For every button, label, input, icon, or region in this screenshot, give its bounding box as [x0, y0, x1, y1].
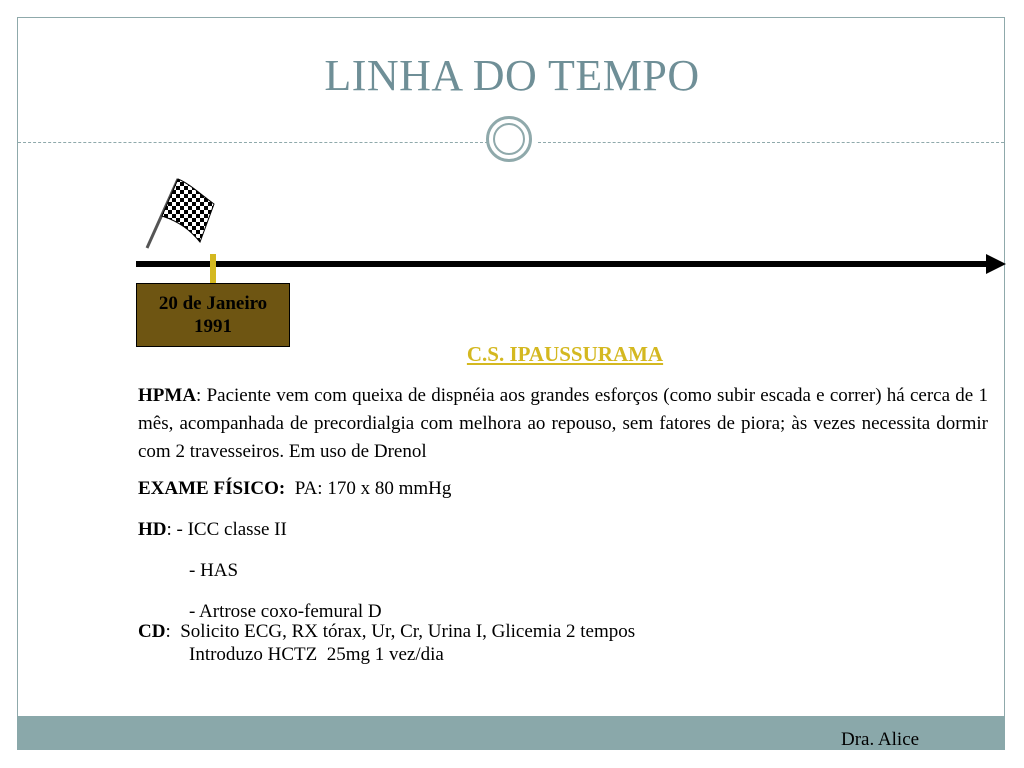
exame-label: EXAME FÍSICO:	[138, 478, 286, 499]
date-box	[136, 283, 290, 347]
date-day-month: 20 de Janeiro	[158, 293, 268, 314]
circle-ornament-icon	[486, 116, 532, 162]
checkered-flag-icon	[140, 174, 224, 254]
hd-item-artrose: - Artrose coxo-femural D	[189, 601, 382, 622]
hd-text: : - ICC classe II	[166, 519, 287, 540]
author-name: Dra. Alice	[841, 729, 920, 750]
hpma-label: HPMA	[138, 385, 197, 406]
cd-label: CD	[138, 621, 166, 642]
hd-item-has: - HAS	[189, 560, 239, 581]
timeline-bar	[136, 261, 990, 267]
timeline-arrowhead	[986, 254, 1006, 274]
clinical-notes	[138, 382, 988, 666]
cd-text: : Solicito ECG, RX tórax, Ur, Cr, Urina I, Glicemia 2 tempos	[165, 621, 636, 642]
date-year: 1991	[194, 316, 232, 337]
hpma-text: : Paciente vem com queixa de dispnéia aos grandes esforços (como subir escada e correr) há cerca de 1 mês, acompanhada de precordialgia com melhora ao repouso, sem fatores de piora; às vezes necessita dormir com 2 travesseiros. Em uso de Drenol	[138, 385, 988, 462]
title-divider-right	[538, 142, 1004, 143]
timeline-marker	[210, 254, 216, 284]
exame-text: PA: 170 x 80 mmHg	[285, 478, 452, 499]
organization-link[interactable]: C.S. IPAUSSURAMA	[466, 342, 664, 366]
hd-label: HD	[138, 519, 167, 540]
cd-text-2: Introduzo HCTZ 25mg 1 vez/dia	[189, 644, 444, 665]
cd-paragraph	[138, 620, 988, 643]
title-divider-left	[18, 142, 488, 143]
exame-paragraph	[138, 475, 988, 503]
hpma-paragraph	[138, 382, 988, 466]
slide-title: LINHA DO TEMPO	[324, 51, 700, 100]
hd-paragraph	[138, 516, 988, 544]
